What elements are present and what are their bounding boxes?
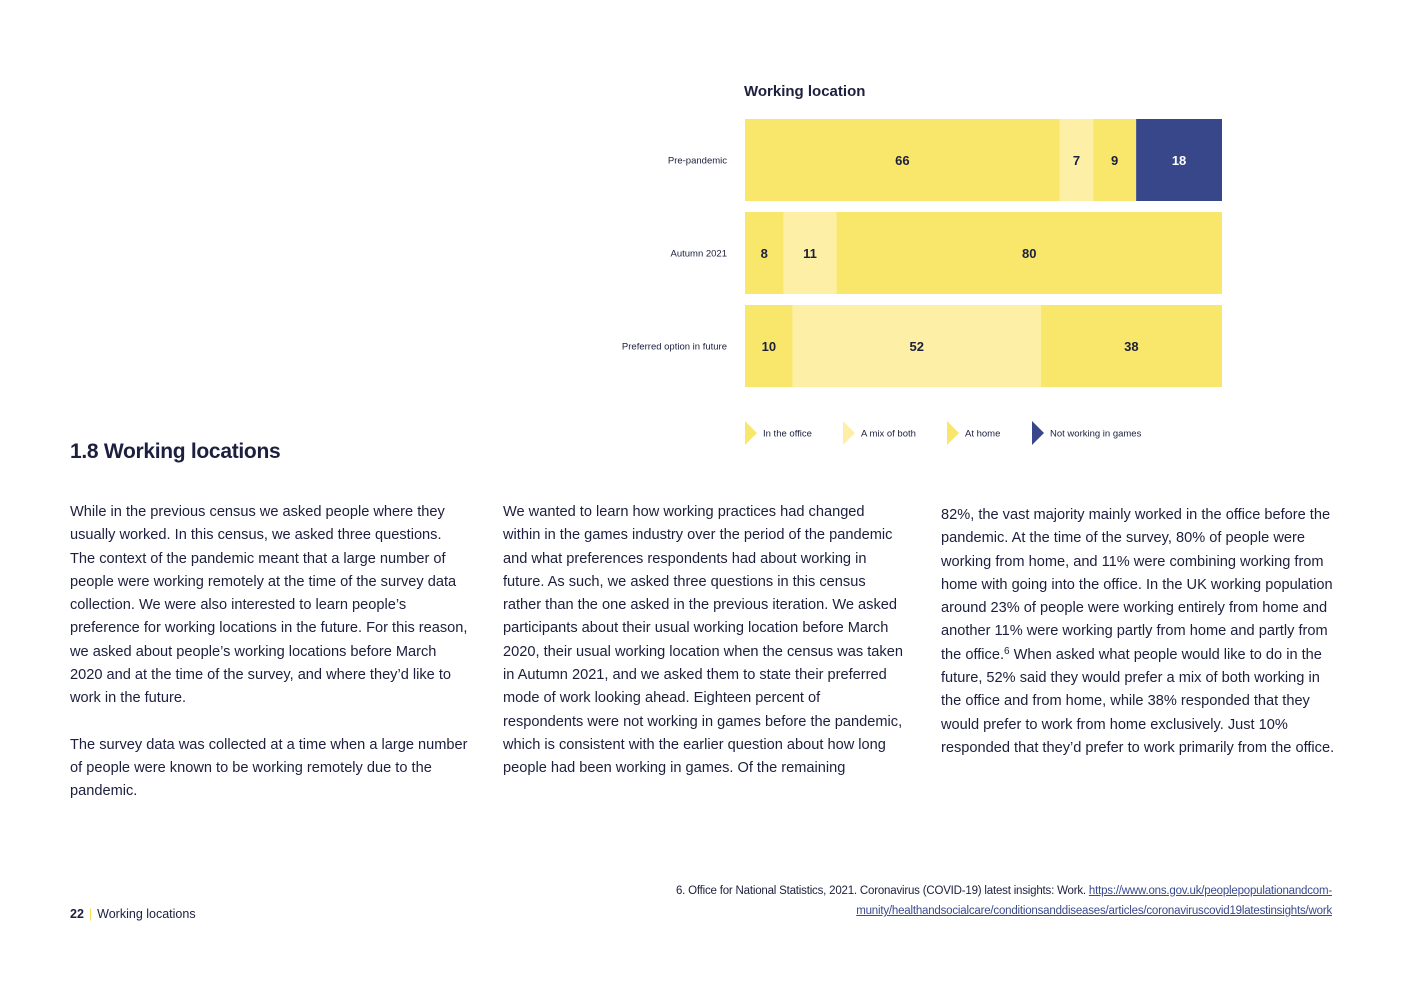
data-label: 80 [1022,246,1037,261]
category-label: Autumn 2021 [670,248,727,260]
data-label: 10 [761,339,777,354]
legend-label: Not working in games [1050,428,1142,440]
data-label: 38 [1124,339,1139,354]
data-label: 7 [1072,153,1081,168]
paragraph [941,504,1341,760]
category-label: Pre-pandemic [667,155,727,167]
legend-marker [843,421,855,445]
footnote [560,881,1332,921]
section-heading: 1.8 Working locations [70,440,281,463]
paragraph: While in the previous census we asked people where they usually worked. In this census, we asked three questions. The context of the pandemic meant that a large number of people were working remotely at the time of the survey data collection. We were also interested to learn people’s preference for working locations in the future. For this reason, we asked about people’s working locations before March 2020 and at the time of the survey, and where they’d like to work in the future. [70,504,468,707]
footnote-ref[interactable]: 6 [1004,645,1010,657]
legend-label: At home [965,428,1001,440]
data-label: 66 [895,153,910,168]
chart-title: Working location [744,83,866,100]
footnote-link[interactable]: https://www.ons.gov.uk/peoplepopulationandcom- munity/healthandsocialcare/conditionsanddiseases/articles/coronaviruscovid19latestinsights/work [856,885,1332,917]
legend-marker [1032,421,1044,445]
body-column-2 [503,501,903,804]
body-column-3 [941,504,1341,760]
data-label: 9 [1111,153,1119,168]
paragraph-text: 82%, the vast majority mainly worked in the office before the pandemic. At the time of the survey, 80% of people were working from home, and 11% were combining working from home with going into the office. In the UK working population around 23% of people were working entirely from home and another 11% were working partly from home and partly from the office. [941,507,1333,663]
category-label: Preferred option in future [621,341,727,353]
footer-section-title: Working locations [97,907,196,921]
data-label: 18 [1171,153,1187,168]
legend-marker [947,421,959,445]
page-number: 22 [70,907,84,921]
data-label: 52 [909,339,924,354]
body-column-1 [70,501,470,827]
paragraph: The survey data was collected at a time when a large number of people were known to be working remotely due to the pandemic. [70,736,468,800]
paragraph-text: When asked what people would like to do in the future, 52% said they would prefer a mix of both working in the office and from home, while 38% responded that they would prefer to work from home exclusively. Just 10% responded that they’d prefer to work primarily from the office. [941,646,1335,756]
paragraph: We wanted to learn how working practices had changed within in the games industry over the period of the pandemic and what preferences respondents had about working in future. As such, we asked three questions in this census rather than the one asked in the previous iteration. We asked participants about their usual working location before March 2020, their usual working location when the census was taken in Autumn 2021, and we asked them to state their preferred mode of work looking ahead. Eighteen percent of respondents were not working in games before the pandemic, which is consistent with the earlier question about how long people had been working in games. Of the remaining [503,504,903,777]
footer-separator: | [88,907,93,921]
footnote-text: 6. Office for National Statistics, 2021. Coronavirus (COVID-19) latest insights: Work. [675,885,1089,897]
page-footer [70,907,196,921]
data-label: 11 [803,246,817,261]
legend-marker [745,421,757,445]
legend-label: A mix of both [861,428,916,440]
legend-label: In the office [763,428,812,440]
data-label: 8 [760,246,768,261]
working-location-chart [0,0,1403,460]
